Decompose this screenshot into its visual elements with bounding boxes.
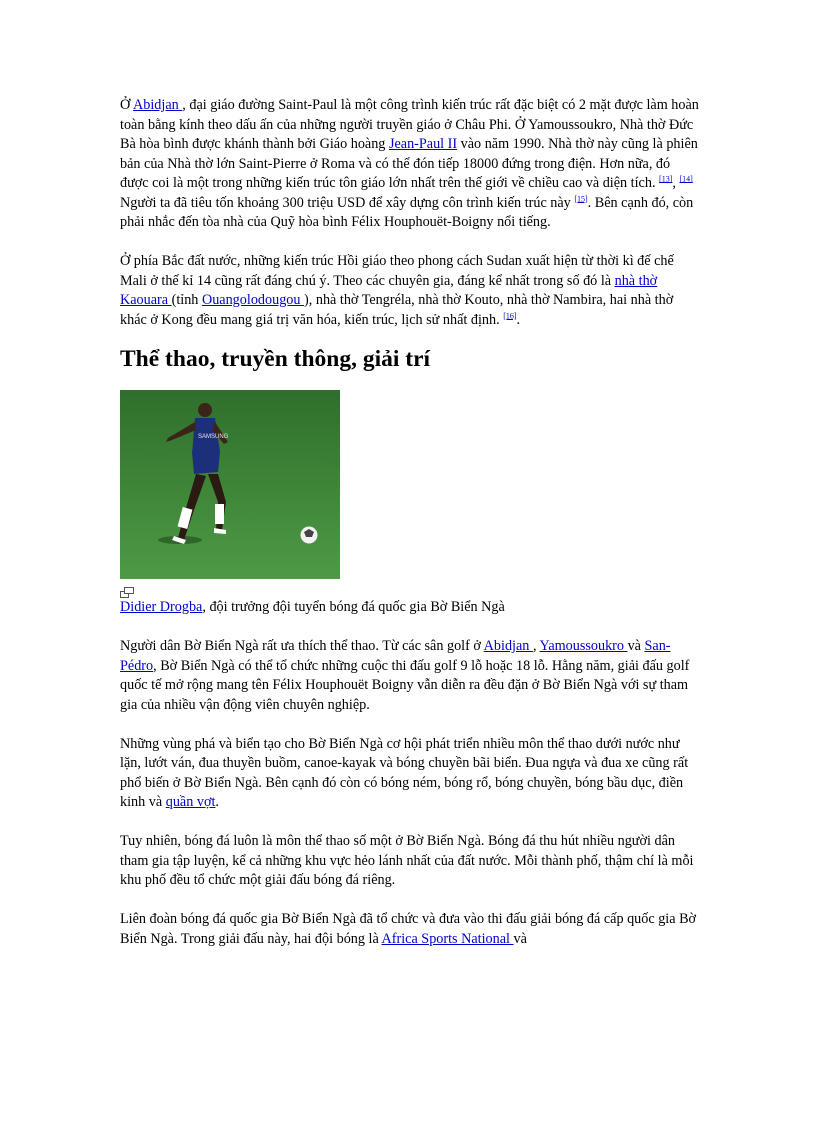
paragraph-football-league: Liên đoàn bóng đá quốc gia Bờ Biển Ngà đã tổ chức và đưa vào thi đấu giải bóng đá cấp quốc gia Bờ Biển Ngà. Trong giải đấu này, hai đội bóng là Africa Sports National và [120,911,697,947]
ref-15[interactable]: [15] [574,193,588,203]
paragraph-islamic-architecture: Ở phía Bắc đất nước, những kiến trúc Hồi giáo theo phong cách Sudan xuất hiện từ thời kì đế chế Mali ở thế kỉ 14 cũng rất đáng chú ý. Theo các chuyên gia, đáng kể nhất trong số đó là nhà thờ Kaouara (tỉnh Ouangolodougou ), nhà thờ Tengréla, nhà thờ Kouto, nhà thờ Nambira, hai nhà thờ khác ở Kong đều mang giá trị văn hóa, kiến trúc, lịch sử nhất định. [16]. [120,253,674,328]
ref-13[interactable]: [13] [659,174,673,184]
paragraph-football: Tuy nhiên, bóng đá luôn là môn thể thao số một ở Bờ Biển Ngà. Bóng đá thu hút nhiều người dân tham gia tập luyện, kể cả những khu vực hẻo lánh nhất của đất nước. Mỗi thành phố, thậm chí là mỗi khu phố đều tổ chức một giải đấu bóng đá riêng. [120,833,694,888]
link-ouangolodougou[interactable]: Ouangolodougou [201,292,305,308]
enlarge-icon[interactable] [120,586,700,598]
paragraph-architecture: Ở Abidjan , đại giáo đường Saint-Paul là một công trình kiến trúc rất đặc biệt có 2 mặt được làm hoàn toàn bằng kính theo dấu ấn của những người truyền giáo ở Châu Phi. Ở Yamoussoukro, Nhà thờ Đức Bà hòa bình được khánh thành bởi Giáo hoàng Jean-Paul II vào năm 1990. Nhà thờ này cũng là phiên bản của Nhà thờ lớn Saint-Pierre ở Roma và có thể đón tiếp 18000 đứng trong điện. Hơn nữa, đó được coi là một trong những kiến trúc tôn giáo lớn nhất trên thế giới về chiều cao và diện tích. [13], [14] Người ta đã tiêu tốn khoảng 300 triệu USD để xây dựng côn trình kiến trúc này [15]. Bên cạnh đó, còn phải nhắc đến tòa nhà của Quỹ hòa bình Félix Houphouët-Boigny nổi tiếng. [120,97,699,230]
link-san-pedro[interactable]: San-Pédro [120,638,671,674]
photo-illustration [120,390,340,579]
link-abidjan[interactable]: Abidjan [133,97,183,113]
link-nha-tho-kaouara[interactable]: nhà thờ Kaouara [120,272,658,308]
ref-16[interactable]: [16] [503,310,517,320]
paragraph-water-sports: Những vùng phá và biển tạo cho Bờ Biển Ngà cơ hội phát triển nhiều môn thể thao dưới nước như lặn, lướt ván, đua thuyền buồm, canoe-kayak và bóng chuyền bãi biển. Đua ngựa và đua xe cũng rất phổ biến ở Bờ Biển Ngà. Bên cạnh đó còn có bóng ném, bóng rổ, bóng chuyền, bóng bầu dục, điền kinh và quần vợt. [120,735,689,810]
link-yamoussoukro[interactable]: Yamoussoukro [539,638,628,654]
photo-caption: Didier Drogba, đội trưởng đội tuyển bóng đá quốc gia Bờ Biển Ngà [120,599,505,615]
ref-14[interactable]: [14] [679,174,693,184]
link-didier-drogba[interactable]: Didier Drogba [120,599,203,615]
link-jean-paul-ii[interactable]: Jean-Paul II [388,136,458,152]
svg-text:SAMSUNG: SAMSUNG [198,434,229,440]
soccer-player-photo[interactable] [120,390,340,579]
paragraph-sports-golf: Người dân Bờ Biển Ngà rất ưa thích thể thao. Từ các sân golf ở Abidjan , Yamoussoukro và San-Pédro, Bờ Biển Ngà có thể tổ chức những cuộc thi đấu golf 9 lỗ hoặc 18 lỗ. Hằng năm, giải đấu golf quốc tế mở rộng mang tên Félix Houphouët Boigny vẫn diễn ra đều đặn ở Bờ Biển Ngà với sự tham gia của nhiều vận động viên chuyên nghiệp. [120,638,690,713]
link-abidjan-2[interactable]: Abidjan [483,638,533,654]
document-page [120,96,700,949]
section-heading-sports: Thể thao, truyền thông, giải trí [120,346,431,372]
link-africa-sports-national[interactable]: Africa Sports National [381,930,514,947]
link-quan-vot[interactable]: quần vợt [165,794,216,810]
